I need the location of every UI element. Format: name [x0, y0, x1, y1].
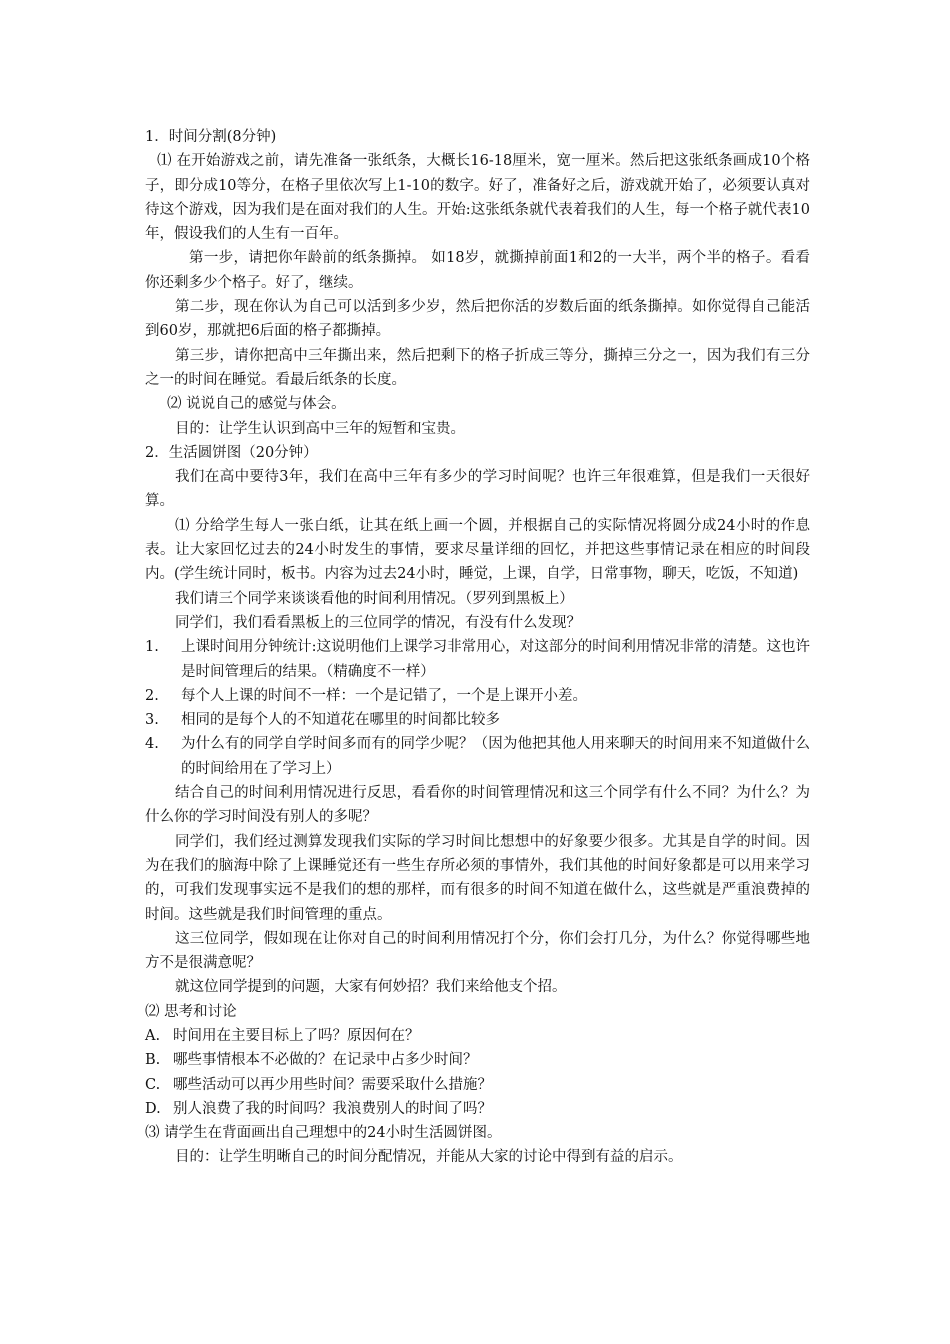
section-2-intro: 我们在高中要待3年，我们在高中三年有多少的学习时间呢？也许三年很难算，但是我们一天很好算。 [145, 469, 810, 510]
document-page [145, 125, 810, 1170]
section-2-paragraph-6: 这三位同学，假如现在让你对自己的时间利用情况打个分，你们会打几分，为什么？你觉得哪些地方不是很满意呢？ [145, 930, 810, 972]
section-2-paragraph-8: ⑶ 请学生在背面画出自己理想中的24小时生活圆饼图。 [145, 1125, 502, 1142]
section-2-title: 2．生活圆饼图（20分钟） [145, 444, 318, 461]
question-letter: C. [145, 1076, 161, 1093]
finding-item [145, 684, 810, 708]
section-1-step-3: 第三步，请你把高中三年撕出来，然后把剩下的格子折成三等分，撕掉三分之一，因为我们有三分之一的时间在睡觉。看最后纸条的长度。 [145, 347, 810, 388]
finding-item [145, 732, 810, 781]
question-text: 时间用在主要目标上了吗？原因何在？ [173, 1027, 420, 1044]
question-text: 别人浪费了我的时间吗？我浪费别人的时间了吗？ [173, 1100, 492, 1117]
finding-number: 3. [145, 712, 159, 729]
section-2-paragraph-2: 我们请三个同学来谈谈看他的时间利用情况。（罗列到黑板上） [175, 590, 574, 607]
section-2-goal: 目的：让学生明晰自己的时间分配情况，并能从大家的讨论中得到有益的启示。 [175, 1149, 683, 1166]
section-1-step-2: 第二步，现在你认为自己可以活到多少岁，然后把你活的岁数后面的纸条撕掉。如你觉得自己能活到60岁，那就把6后面的格子都撕掉。 [145, 299, 810, 340]
finding-item [145, 635, 810, 684]
finding-text: 上课时间用分钟统计:这说明他们上课学习非常用心，对这部分的时间利用情况非常的清楚。这也许是时间管理后的结果。（精确度不一样） [181, 639, 810, 680]
question-item [145, 1024, 810, 1048]
section-1-paragraph-1: ⑴ 在开始游戏之前，请先准备一张纸条，大概长16-18厘米，宽一厘米。然后把这张纸条画成10个格子，即分成10等分，在格子里依次写上1-10的数字。好了，准备好之后，游戏就开始了，必须要认真对待这个游戏，因为我们是在面对我们的人生。开始:这张纸条就代表着我们的人生，每一个格子就代表10年，假设我们的人生有一百年。 [145, 153, 810, 243]
question-letter: B. [145, 1052, 161, 1069]
question-text: 哪些活动可以再少用些时间？需要采取什么措施？ [173, 1076, 492, 1093]
question-item [145, 1073, 810, 1097]
section-2-paragraph-1: ⑴ 分给学生每人一张白纸，让其在纸上画一个圆，并根据自己的实际情况将圆分成24小时的作息表。让大家回忆过去的24小时发生的事情，要求尽量详细的回忆，并把这些事情记录在相应的时间段内。(学生统计同时，板书。内容为过去24小时，睡觉，上课，自学，日常事物，聊天，吃饭，不知道) [145, 517, 810, 583]
finding-number: 2. [145, 687, 159, 704]
finding-number: 1. [145, 639, 159, 656]
finding-number: 4. [145, 736, 159, 753]
question-letter: A. [145, 1027, 161, 1044]
finding-item [145, 708, 810, 732]
section-1-paragraph-2: ⑵ 说说自己的感觉与体会。 [167, 396, 346, 413]
section-2-paragraph-5: 同学们，我们经过测算发现我们实际的学习时间比想想中的好象要少很多。尤其是自学的时间。因为在我们的脑海中除了上课睡觉还有一些生存所必须的事情外，我们其他的时间好象都是可以用来学习的，可我们发现事实远不是我们的想的那样，而有很多的时间不知道在做什么，这些就是严重浪费掉的时间。这些就是我们时间管理的重点。 [145, 833, 810, 923]
question-letter: D. [145, 1100, 161, 1117]
section-1-step-1: 第一步，请把你年龄前的纸条撕掉。 如18岁，就撕掉前面1和2的一大半，两个半的格子。看看你还剩多少个格子。好了，继续。 [145, 250, 810, 291]
section-2-paragraph-4: 结合自己的时间利用情况进行反思，看看你的时间管理情况和这三个同学有什么不同？为什么？为什么你的学习时间没有别人的多呢？ [145, 785, 810, 826]
section-2-paragraph-3: 同学们，我们看看黑板上的三位同学的情况，有没有什么发现？ [175, 614, 581, 631]
section-1-goal: 目的：让学生认识到高中三年的短暂和宝贵。 [175, 420, 465, 437]
section-1-title: 1．时间分割(8分钟) [145, 129, 277, 145]
finding-text: 为什么有的同学自学时间多而有的同学少呢？（因为他把其他人用来聊天的时间用来不知道做什么的时间给用在了学习上） [181, 736, 810, 777]
finding-text: 每个人上课的时间不一样：一个是记错了，一个是上课开小差。 [181, 687, 587, 704]
question-item [145, 1048, 810, 1072]
section-2-discussion-heading: ⑵ 思考和讨论 [145, 1003, 237, 1020]
section-2-paragraph-7: 就这位同学提到的问题，大家有何妙招？我们来给他支个招。 [175, 979, 567, 996]
question-text: 哪些事情根本不必做的？在记录中占多少时间？ [173, 1052, 478, 1069]
finding-text: 相同的是每个人的不知道花在哪里的时间都比较多 [181, 712, 500, 729]
question-item [145, 1097, 810, 1121]
